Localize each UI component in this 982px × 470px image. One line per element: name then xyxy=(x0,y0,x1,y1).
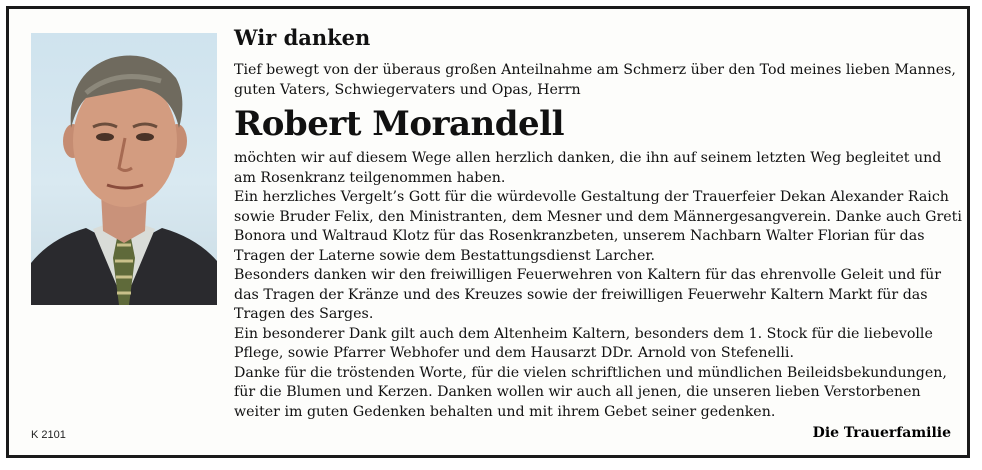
paragraph: möchten wir auf diesem Wege allen herzlich danken, die ihn auf seinem letzten Weg begleitet und am Rosenkranz teilgenommen haben. xyxy=(234,150,942,186)
thanks-text xyxy=(234,149,966,422)
paragraph: Ein herzliches Vergelt’s Gott für die würdevolle Gestaltung der Trauerfeier Dekan Alexander Raich sowie Bruder Felix, den Ministranten, dem Mesner und dem Männergesangverein. Danke auch Greti Bonora und Waltraud Klotz für das Rosenkranzbeten, unserem Nachbarn Walter Florian für das Tragen der Laterne sowie dem Bestattungsdienst Larcher. xyxy=(234,189,962,264)
deceased-name: Robert Morandell xyxy=(234,104,565,144)
paragraph: Besonders danken wir den freiwilligen Feuerwehren von Kaltern für das ehrenvolle Geleit und für das Tragen der Kränze und des Kreuzes sowie der freiwilligen Feuerwehr Kaltern Markt für das Tragen des Sarges. xyxy=(234,267,942,322)
signature: Die Trauerfamilie xyxy=(812,425,951,441)
portrait-photo xyxy=(31,33,217,305)
notice-code: K 2101 xyxy=(31,429,66,441)
notice-content xyxy=(234,21,966,422)
notice-heading: Wir danken xyxy=(234,25,371,50)
paragraph: Ein besonderer Dank gilt auch dem Altenheim Kaltern, besonders dem 1. Stock für die liebevolle Pflege, sowie Pfarrer Webhofer und dem Hausarzt DDr. Arnold von Stefenelli. xyxy=(234,325,933,361)
obituary-notice xyxy=(6,6,970,458)
intro-text: Tief bewegt von der überaus großen Anteilnahme am Schmerz über den Tod meines lieben Mannes, guten Vaters, Schwiegervaters und Opas, Herrn xyxy=(234,62,956,98)
paragraph: Danke für die tröstenden Worte, für die vielen schriftlichen und mündlichen Beileidsbekundungen, für die Blumen und Kerzen. Danken wollen wir auch all jenen, die unseren lieben Verstorbenen weiter im guten Gedenken behalten und mit ihrem Gebet seiner gedenken. xyxy=(234,364,947,420)
